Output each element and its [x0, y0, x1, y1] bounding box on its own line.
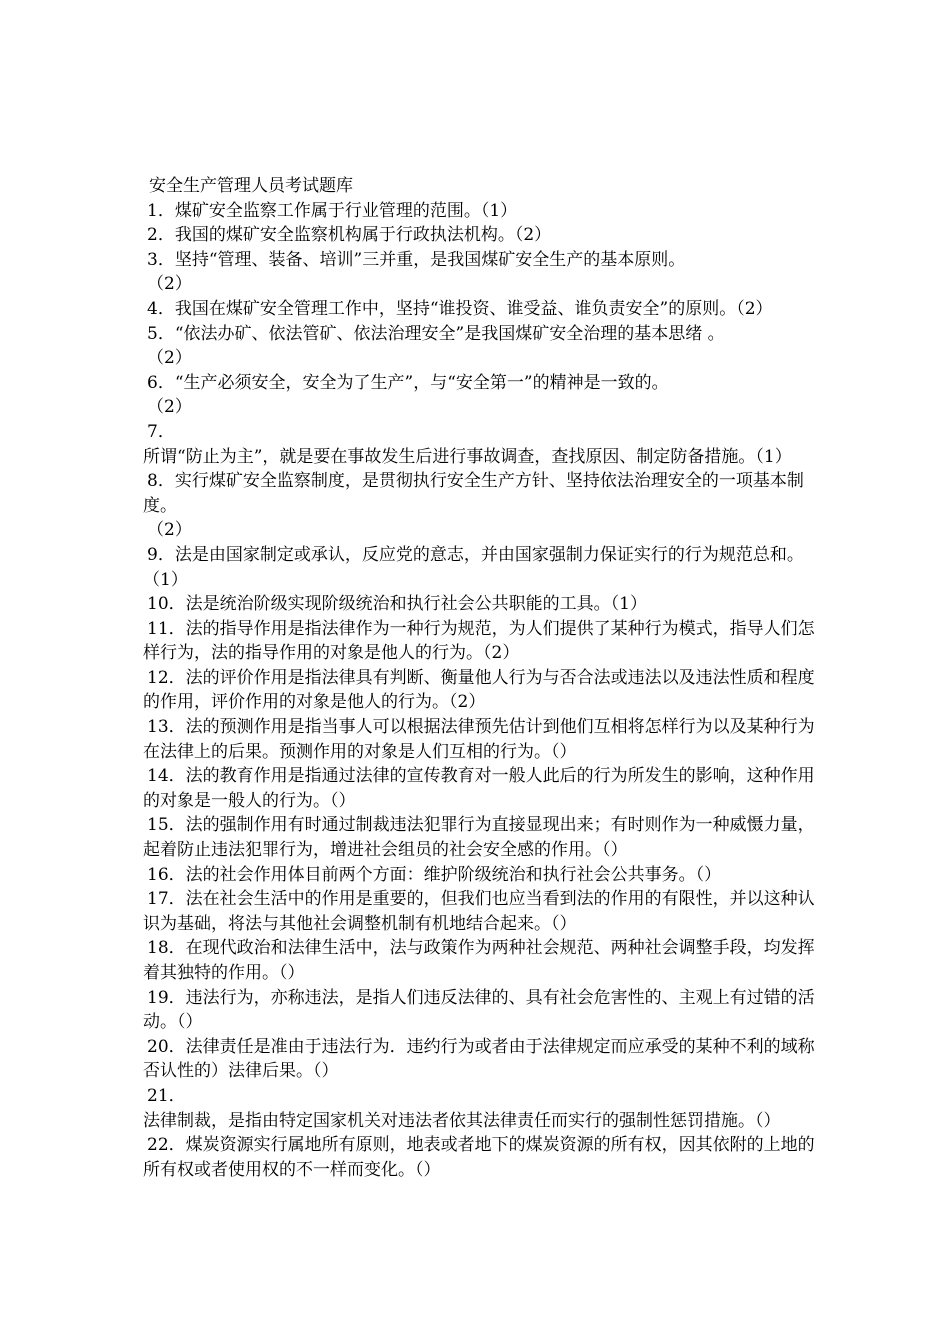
question-number: 7．	[147, 421, 175, 442]
question-number: 16．	[147, 864, 186, 885]
question-item	[143, 371, 823, 420]
question-item	[143, 223, 823, 248]
question-item	[143, 199, 823, 224]
question-answer: （2）	[147, 520, 192, 541]
question-item	[143, 322, 823, 371]
question-text: “依法办矿、依法管矿、依法治理安全”是我国煤矿安全治理的基本思绪 。	[174, 323, 725, 344]
question-item	[143, 715, 823, 764]
question-text: 在现代政治和法律生活中，法与政策作为两种社会规范、两种社会调整手段，均发挥着其独特的作用。（）	[143, 938, 815, 983]
question-number: 12．	[147, 667, 186, 688]
question-text: 我国的煤矿安全监察机构属于行政执法机构。（2）	[174, 225, 552, 246]
question-text: 实行煤矿安全监察制度，是贯彻执行安全生产方针、坚持依法治理安全的一项基本制度。	[143, 471, 804, 516]
question-text: 煤矿安全监察工作属于行业管理的范围。（1）	[174, 200, 518, 221]
question-item	[143, 813, 823, 862]
question-text: 法是统治阶级实现阶级统治和执行社会公共职能的工具。（1）	[185, 594, 647, 615]
question-text: 所谓“防止为主”，就是要在事故发生后进行事故调查，查找原因、制定防备措施。（1）	[143, 446, 792, 467]
question-number: 18．	[147, 938, 186, 959]
question-number: 14．	[147, 766, 186, 787]
question-item	[143, 863, 823, 888]
question-text: 法的社会作用体目前两个方面：维护阶级统治和执行社会公共事务。（）	[185, 864, 722, 885]
question-text: 法的预测作用是指当事人可以根据法律预先估计到他们互相将怎样行为以及某种行为在法律上的后果。预测作用的对象是人们互相的行为。（）	[143, 717, 815, 762]
question-item	[143, 1084, 823, 1133]
question-item	[143, 420, 823, 469]
question-item	[143, 986, 823, 1035]
question-item	[143, 617, 823, 666]
document-body	[143, 174, 823, 1182]
question-number: 21．	[147, 1085, 186, 1106]
question-number: 1．	[147, 200, 175, 221]
question-item	[143, 543, 823, 592]
question-text: 坚持“管理、装备、培训”三并重，是我国煤矿安全生产的基本原则。	[174, 249, 686, 270]
question-item	[143, 936, 823, 985]
question-list	[143, 199, 823, 1183]
question-number: 20．	[147, 1036, 186, 1057]
question-number: 11．	[147, 618, 186, 639]
question-item	[143, 887, 823, 936]
question-number: 6．	[147, 372, 175, 393]
question-number: 9．	[147, 544, 175, 565]
document-title: 安全生产管理人员考试题库	[149, 176, 353, 196]
question-item	[143, 1133, 823, 1182]
question-item	[143, 764, 823, 813]
question-text: 法的强制作用有时通过制裁违法犯罪行为直接显现出来；有时则作为一种威慑力量，起着防止违法犯罪行为，增进社会组员的社会安全感的作用。（）	[143, 815, 815, 861]
question-text: 法在社会生活中的作用是重要的，但我们也应当看到法的作用的有限性，并以这种认识为基础，将法与其他社会调整机制有机地结合起来。（）	[143, 889, 815, 934]
question-answer: （2）	[147, 274, 192, 295]
question-text: 煤炭资源实行属地所有原则，地表或者地下的煤炭资源的所有权，因其依附的上地的所有权或者使用权的不一样而变化。（）	[143, 1135, 815, 1180]
question-answer: （2）	[147, 397, 192, 418]
question-item	[143, 297, 823, 322]
question-item	[143, 666, 823, 715]
question-number: 2．	[147, 225, 175, 246]
question-item	[143, 469, 823, 543]
question-answer: （2）	[147, 348, 192, 369]
question-number: 17．	[147, 889, 186, 910]
question-text: 法的指导作用是指法律作为一种行为规范，为人们提供了某种行为模式，指导人们怎样行为，法的指导作用的对象是他人的行为。（2）	[143, 618, 815, 664]
question-number: 13．	[147, 717, 186, 738]
question-number: 8．	[147, 471, 175, 492]
question-text: 法的评价作用是指法律具有判断、衡量他人行为与否合法或违法以及违法性质和程度的作用，评价作用的对象是他人的行为。（2）	[143, 667, 815, 713]
question-text: “生产必须安全，安全为了生产”，与“安全第一”的精神是一致的。	[174, 372, 669, 393]
question-number: 10．	[147, 594, 186, 615]
question-number: 19．	[147, 987, 186, 1008]
question-number: 3．	[147, 249, 175, 270]
question-item	[143, 1035, 823, 1084]
question-number: 5．	[147, 323, 175, 344]
question-text: 法律责任是准由于违法行为．违约行为或者由于法律规定而应承受的某种不利的域称否认性的）法律后果。（）	[143, 1036, 815, 1082]
question-text: 法是由国家制定或承认，反应党的意志，并由国家强制力保证实行的行为规范总和。（1）	[143, 544, 804, 590]
question-text: 法律制裁，是指由特定国家机关对违法者依其法律责任而实行的强制性惩罚措施。（）	[143, 1110, 781, 1131]
question-item	[143, 248, 823, 297]
question-text: 违法行为，亦称违法，是指人们违反法律的、具有社会危害性的、主观上有过错的活动。（）	[143, 987, 815, 1033]
question-number: 15．	[147, 815, 186, 836]
question-number: 22．	[147, 1135, 186, 1156]
question-text: 法的教育作用是指通过法律的宣传教育对一般人此后的行为所发生的影响，这种作用的对象是一般人的行为。（）	[143, 766, 815, 811]
question-item	[143, 592, 823, 617]
question-text: 我国在煤矿安全管理工作中，坚持“谁投资、谁受益、谁负责安全”的原则。（2）	[174, 298, 773, 319]
question-number: 4．	[147, 298, 175, 319]
